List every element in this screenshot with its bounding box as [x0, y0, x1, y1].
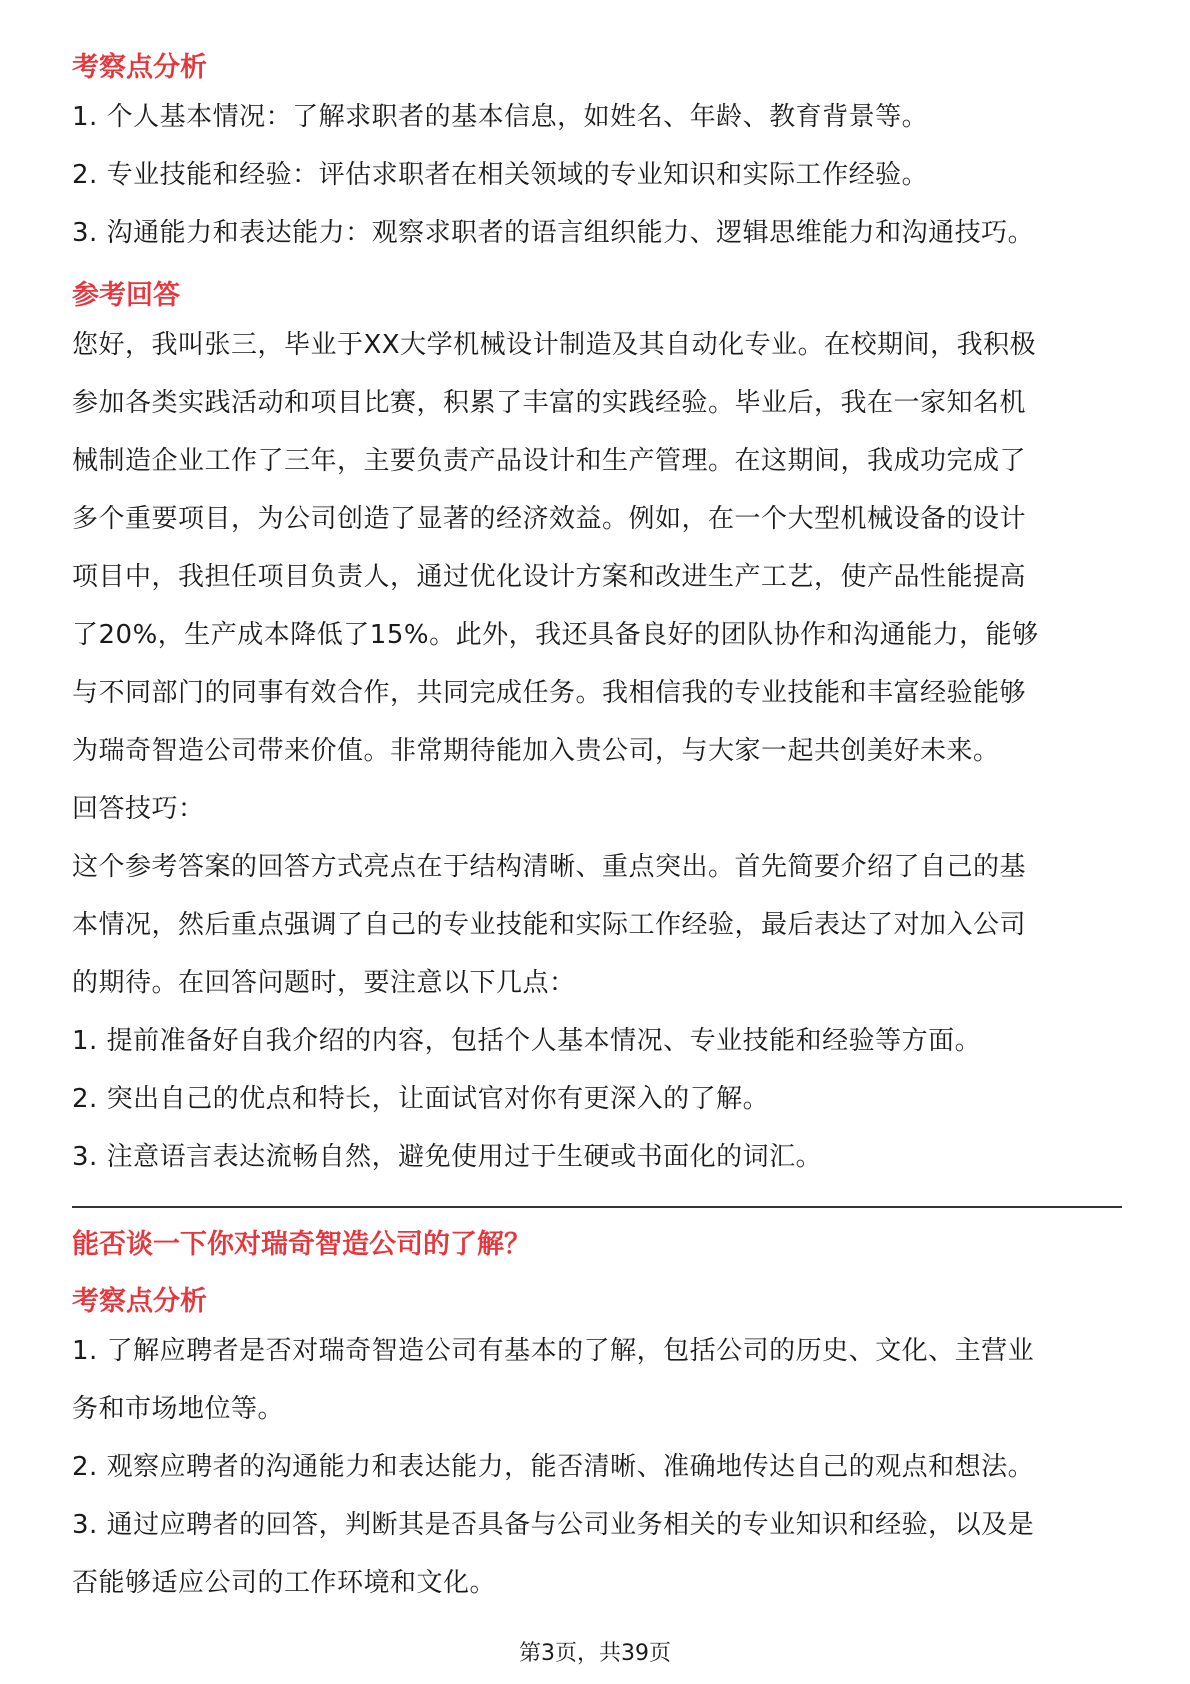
analysis-line: 1. 了解应聘者是否对瑞奇智造公司有基本的了解，包括公司的历史、文化、主营业	[72, 1336, 1035, 1366]
answer-line: 了20%，生产成本降低了15%。此外，我还具备良好的团队协作和沟通能力，能够	[72, 620, 1039, 650]
analysis-heading: 考察点分析	[72, 1286, 207, 1317]
analysis-item: 3. 沟通能力和表达能力：观察求职者的语言组织能力、逻辑思维能力和沟通技巧。	[72, 218, 1035, 248]
answer-line: 械制造企业工作了三年，主要负责产品设计和生产管理。在这期间，我成功完成了	[72, 446, 1027, 476]
page-content	[72, 48, 1122, 1612]
tips-item: 3. 注意语言表达流畅自然，避免使用过于生硬或书面化的词汇。	[72, 1142, 823, 1172]
tips-line: 这个参考答案的回答方式亮点在于结构清晰、重点突出。首先简要介绍了自己的基	[72, 852, 1027, 882]
analysis-heading: 考察点分析	[72, 52, 207, 83]
section-divider	[72, 1206, 1122, 1208]
answer-line: 您好，我叫张三，毕业于XX大学机械设计制造及其自动化专业。在校期间，我积极	[72, 330, 1037, 360]
answer-line: 参加各类实践活动和项目比赛，积累了丰富的实践经验。毕业后，我在一家知名机	[72, 388, 1027, 418]
analysis-item: 1. 个人基本情况：了解求职者的基本信息，如姓名、年龄、教育背景等。	[72, 102, 929, 132]
tips-item: 1. 提前准备好自我介绍的内容，包括个人基本情况、专业技能和经验等方面。	[72, 1026, 982, 1056]
answer-heading: 参考回答	[72, 280, 180, 311]
answer-line: 项目中，我担任项目负责人，通过优化设计方案和改进生产工艺，使产品性能提高	[72, 562, 1027, 592]
analysis-item: 2. 专业技能和经验：评估求职者在相关领域的专业知识和实际工作经验。	[72, 160, 929, 190]
analysis-line: 务和市场地位等。	[72, 1394, 285, 1424]
tips-line: 的期待。在回答问题时，要注意以下几点：	[72, 968, 576, 998]
answer-line: 与不同部门的同事有效合作，共同完成任务。我相信我的专业技能和丰富经验能够	[72, 678, 1027, 708]
answer-line: 为瑞奇智造公司带来价值。非常期待能加入贵公司，与大家一起共创美好未来。	[72, 736, 1000, 766]
analysis-line: 否能够适应公司的工作环境和文化。	[72, 1568, 497, 1598]
tips-line: 本情况，然后重点强调了自己的专业技能和实际工作经验，最后表达了对加入公司	[72, 910, 1027, 940]
page-number: 第3页，共39页	[519, 1641, 671, 1666]
tips-heading: 回答技巧：	[72, 794, 205, 824]
answer-line: 多个重要项目，为公司创造了显著的经济效益。例如，在一个大型机械设备的设计	[72, 504, 1027, 534]
question-title: 能否谈一下你对瑞奇智造公司的了解？	[72, 1229, 531, 1260]
tips-item: 2. 突出自己的优点和特长，让面试官对你有更深入的了解。	[72, 1084, 770, 1114]
analysis-line: 3. 通过应聘者的回答，判断其是否具备与公司业务相关的专业知识和经验，以及是	[72, 1510, 1035, 1540]
spacer	[72, 262, 1122, 276]
spacer	[72, 1268, 1122, 1282]
analysis-line: 2. 观察应聘者的沟通能力和表达能力，能否清晰、准确地传达自己的观点和想法。	[72, 1452, 1035, 1482]
